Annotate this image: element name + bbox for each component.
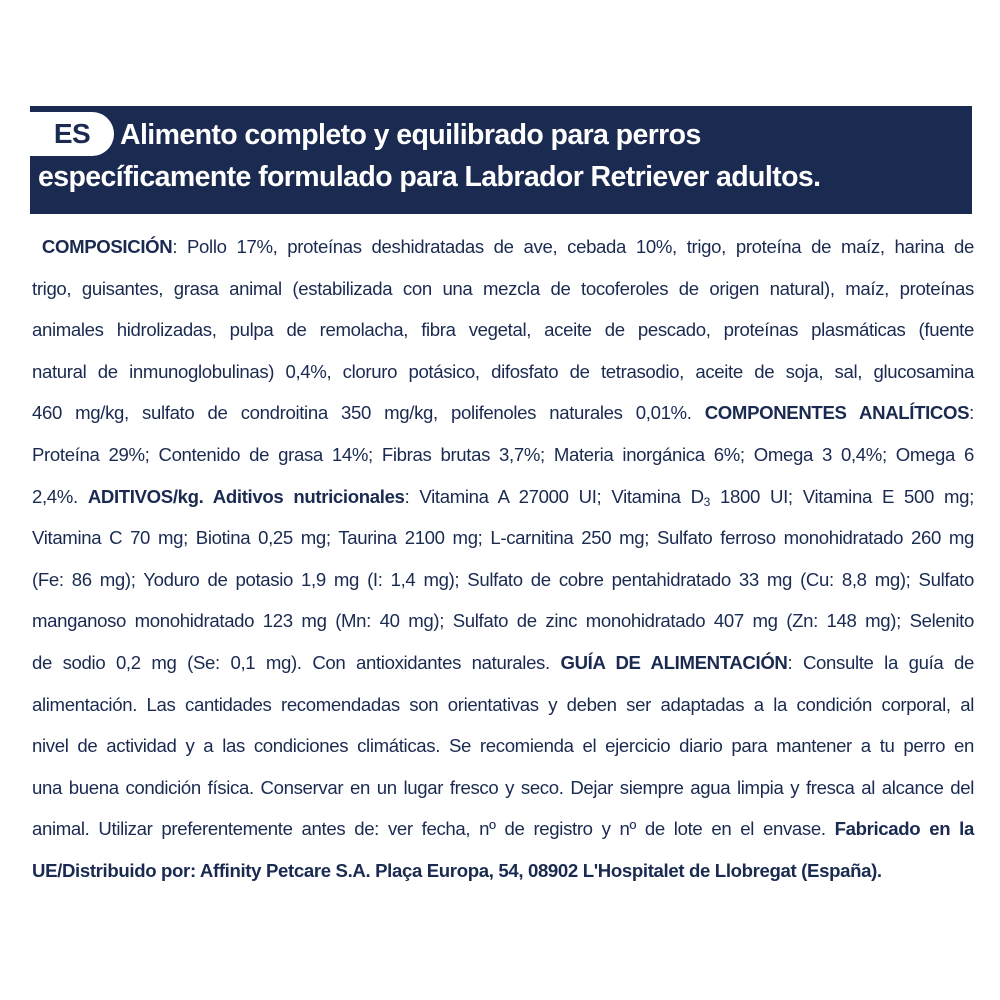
text-line: manganoso monohidratado 123 mg (Mn: 40 mg); Sulfato de zinc monohidratado 407 mg (Zn: 148 mg); Selenito	[32, 610, 974, 632]
product-description	[32, 226, 974, 892]
text-line: COMPOSICIÓN: Pollo 17%, proteínas deshidratadas de ave, cebada 10%, trigo, proteína de maíz, harina de	[41, 236, 974, 257]
language-code: ES	[53, 118, 91, 149]
section-heading-aditivos: ADITIVOS/kg. Aditivos nutricionales	[87, 485, 405, 507]
manufacturer-label: Fabricado en la	[834, 818, 974, 840]
text-line: de sodio 0,2 mg (Se: 0,1 mg). Con antioxidantes naturales. GUÍA DE ALIMENTACIÓN: Consulte la guía de	[32, 651, 974, 673]
text-line: trigo, guisantes, grasa animal (estabilizada con una mezcla de tocoferoles de origen natural), maíz, proteínas	[32, 277, 974, 299]
text-line: animal. Utilizar preferentemente antes de: ver fecha, nº de registro y nº de lote en el envase. Fabricado en la	[32, 818, 974, 840]
text-line: nivel de actividad y a las condiciones climáticas. Se recomienda el ejercicio diario para mantener a tu perro en	[32, 735, 974, 757]
text-line: Proteína 29%; Contenido de grasa 14%; Fibras brutas 3,7%; Materia inorgánica 6%; Omega 3 0,4%; Omega 6	[32, 443, 974, 465]
text-line: 2,4%. ADITIVOS/kg. Aditivos nutricionales: Vitamina A 27000 UI; Vitamina $D_3$ 1800 UI; Vitamina E 500 mg;	[32, 485, 974, 509]
manufacturer-info: UE/Distribuido por: Affinity Petcare S.A. Plaça Europa, 54, 08902 L'Hospitalet de Llobregat (España).	[32, 859, 882, 881]
text-line: animales hidrolizadas, pulpa de remolacha, fibra vegetal, aceite de pescado, proteínas plasmáticas (fuente	[32, 319, 974, 341]
text-line: Vitamina C 70 mg; Biotina 0,25 mg; Taurina 2100 mg; L-carnitina 250 mg; Sulfato ferroso monohidratado 260 mg	[32, 527, 974, 549]
title-line-1: Alimento completo y equilibrado para perros	[120, 119, 701, 151]
section-heading-componentes: COMPONENTES ANALÍTICOS	[704, 402, 970, 424]
text-line: (Fe: 86 mg); Yoduro de potasio 1,9 mg (I: 1,4 mg); Sulfato de cobre pentahidratado 33 mg (Cu: 8,8 mg); Sulfato	[32, 568, 974, 590]
product-title	[38, 114, 968, 198]
section-heading-composicion: COMPOSICIÓN	[41, 236, 173, 257]
text-line: una buena condición física. Conservar en un lugar fresco y seco. Dejar siempre agua limpia y fresca al alcance del	[32, 776, 974, 798]
text-line: natural de inmunoglobulinas) 0,4%, cloruro potásico, difosfato de tetrasodio, aceite de soja, sal, glucosamina	[32, 360, 974, 382]
text-line	[32, 850, 974, 892]
text-line: alimentación. Las cantidades recomendadas son orientativas y deben ser adaptadas a la condición corporal, al	[32, 693, 974, 715]
section-heading-guia: GUÍA DE ALIMENTACIÓN	[560, 651, 788, 673]
text-line: 460 mg/kg, sulfato de condroitina 350 mg/kg, polifenoles naturales 0,01%. COMPONENTES ANALÍTICOS:	[32, 402, 974, 424]
title-line-2: específicamente formulado para Labrador Retriever adultos.	[38, 161, 821, 193]
